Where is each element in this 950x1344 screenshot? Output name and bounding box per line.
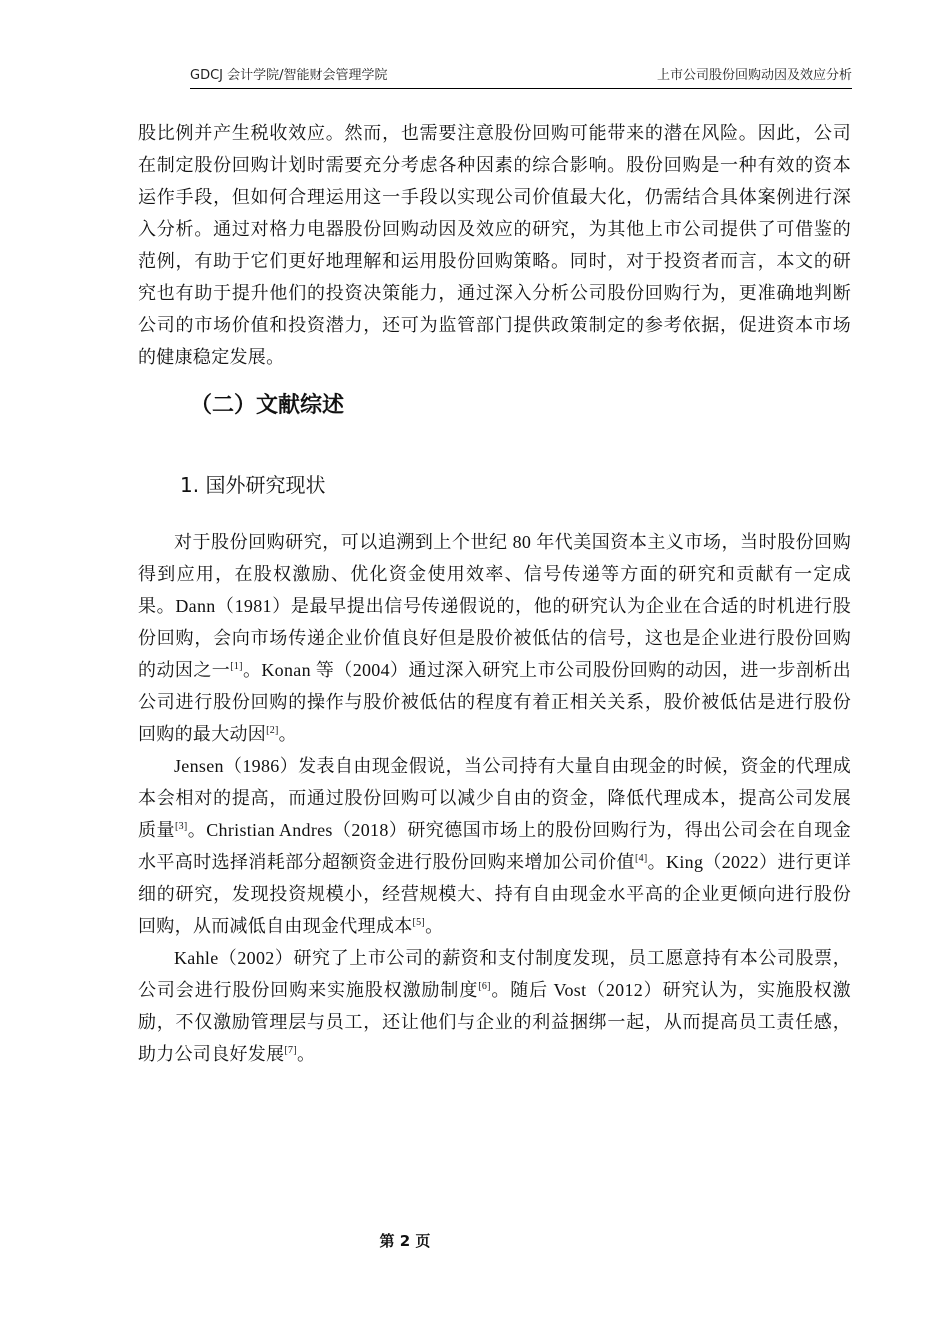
citation-ref: [5] [412,917,426,928]
text-run: 。随后 Vost（2012）研究认为，实施股权激励，不仅激励管理层与员工，还让他们与企业的利益捆绑一起，从而提高员工责任感，助力公司良好发展 [138,980,851,1064]
citation-ref: [7] [284,1045,297,1056]
page-number: 第 2 页 [379,1232,431,1250]
paragraph-foreign-research-2 [138,750,851,942]
citation-ref: [4] [634,853,648,864]
header-right-text: 上市公司股份回购动因及效应分析 [656,68,852,83]
text-run: 。 [425,916,444,936]
text-run: 。Christian Andres（2018）研究德国市场上的股份回购行为，得出公司会在自现金水平高时选择消耗部分超额资金进行股份回购来增加公司价值 [138,820,851,872]
page-header [190,66,852,86]
text-run: 。 [296,1044,316,1064]
text-run: 。Konan 等（2004）通过深入研究上市公司股份回购的动因，进一步剖析出公司进行股份回购的操作与股价被低估的程度有着正相关关系，股价被低估是进行股份回购的最大动因 [138,660,852,744]
header-left-text: GDCJ 会计学院/智能财会管理学院 [190,68,388,83]
citation-ref: [1] [230,661,243,672]
paragraph-intro-continued: 股比例并产生税收效应。然而，也需要注意股份回购可能带来的潜在风险。因此，公司在制定股份回购计划时需要充分考虑各种因素的综合影响。股份回购是一种有效的资本运作手段，但如何合理运用这一手段以实现公司价值最大化，仍需结合具体案例进行深入分析。通过对格力电器股份回购动因及效应的研究，为其他上市公司提供了可借鉴的范例，有助于它们更好地理解和运用股份回购策略。同时，对于投资者而言，本文的研究也有助于提升他们的投资决策能力，通过深入分析公司股份回购行为，更准确地判断公司的市场价值和投资潜力，还可为监管部门提供政策制定的参考依据，促进资本市场的健康稳定发展。 [138,123,851,367]
text-run: 对于股份回购研究，可以追溯到上个世纪 80 年代美国资本主义市场，当时股份回购得到应用，在股权激励、优化资金使用效率、信号传递等方面的研究和贡献有一定成果。Dann（1981）是最早提出信号传递假说的，他的研究认为企业在合适的时机进行股份回购，会向市场传递企业价值良好但是股价被低估的信号，这也是企业进行股份回购的动因之一 [138,532,851,680]
section-heading-literature-review: （二）文献综述 [190,393,345,418]
text-run: Jensen（1986）发表自由现金假说，当公司持有大量自由现金的时候，资金的代理成本会相对的提高，而通过股份回购可以减少自由的资金，降低代理成本，提高公司发展质量 [138,756,851,840]
citation-ref: [2] [266,725,279,736]
header-divider [190,88,852,89]
text-run: Kahle（2002）研究了上市公司的薪资和支付制度发现，员工愿意持有本公司股票，公司会进行股份回购来实施股权激励制度 [138,948,851,1000]
subsection-heading-foreign-research: 1. 国外研究现状 [180,473,326,497]
citation-ref: [3] [175,821,188,832]
text-run: 。King（2022）进行更详细的研究，发现投资规模小，经营规模大、持有自由现金水平高的企业更倾向进行股份回购，从而减低自由现金代理成本 [138,852,851,936]
citation-ref: [6] [478,981,491,992]
text-run: 。 [278,724,297,744]
paragraph-foreign-research-3 [138,942,851,1070]
paragraph-foreign-research-1 [138,526,851,750]
